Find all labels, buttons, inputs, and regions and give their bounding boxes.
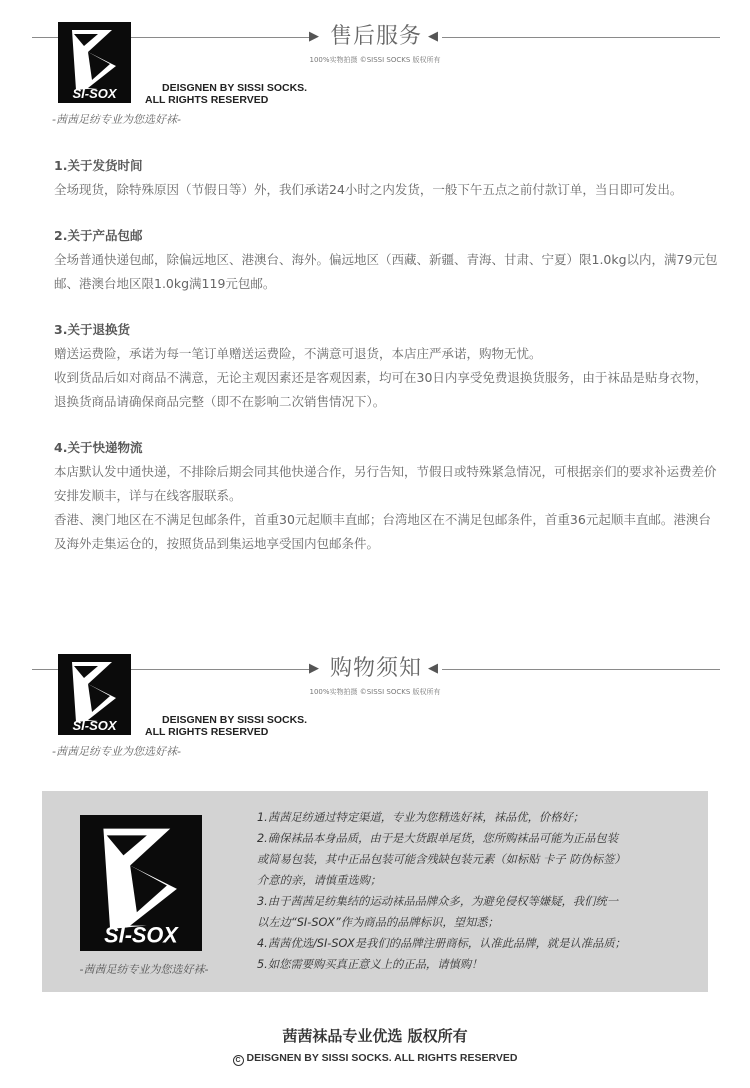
header-rule-right xyxy=(442,37,720,38)
header-rule-right xyxy=(442,669,720,670)
copyright-line-1: DEISGNEN BY SISSI SOCKS. xyxy=(162,82,308,94)
shopping-notice-header xyxy=(0,654,750,764)
policy-logistics xyxy=(54,438,718,556)
policy-heading: 1.关于发货时间 xyxy=(54,158,143,173)
after-sales-policy xyxy=(54,156,718,580)
notice-line: 或简易包装，其中正品包装可能含残缺包装元素（如标贴 卡子 防伪标签） xyxy=(257,853,626,866)
footer-brand-line: 茜茜袜品专业优选 版权所有 xyxy=(282,1027,468,1045)
si-sox-logo xyxy=(58,22,131,103)
section-subtitle: 100%实物拍摄 ©SISSI SOCKS 版权所有 xyxy=(309,56,441,64)
policy-paragraph: 收到货品后如对商品不满意，无论主观因素还是客观因素，均可在30日内享受免费退换货服务，由于袜品是贴身衣物，退换货商品请确保商品完整（即不在影响二次销售情况下）。 xyxy=(54,370,708,409)
logo-text: SI-SOX xyxy=(72,86,117,101)
section-subtitle: 100%实物拍摄 ©SISSI SOCKS 版权所有 xyxy=(309,688,441,696)
after-sales-header xyxy=(0,22,750,132)
notice-line: 2.确保袜品本身品质，由于是大货跟单尾货，您所购袜品可能为正品包装 xyxy=(257,832,618,845)
brand-slogan: -茜茜足纺专业为您选好袜- xyxy=(79,963,209,976)
si-sox-logo-mark xyxy=(80,815,202,951)
section-title: 购物须知 xyxy=(329,656,422,681)
notice-line: 介意的亲，请慎重选购； xyxy=(257,874,382,887)
arrow-left-icon: ◀ xyxy=(428,661,438,676)
si-sox-logo-mark xyxy=(58,654,131,735)
policy-returns xyxy=(54,320,718,414)
footer-copyright-line xyxy=(0,1051,750,1066)
si-sox-logo-large xyxy=(80,815,202,951)
copyright-line-2: ALL RIGHTS RESERVED xyxy=(145,726,269,738)
copyright-notice xyxy=(145,714,307,738)
arrow-right-icon: ▶ xyxy=(309,661,319,676)
notice-lines xyxy=(257,807,697,975)
policy-paragraph: 本店默认发中通快递，不排除后期会同其他快递合作，另行告知，节假日或特殊紧急情况，可根据亲们的要求补运费差价安排发顺丰，详与在线客服联系。 xyxy=(54,464,717,503)
policy-heading: 4.关于快递物流 xyxy=(54,440,143,455)
policy-paragraph: 赠送运费险，承诺为每一笔订单赠送运费险，不满意可退货，本店庄严承诺，购物无忧。 xyxy=(54,346,542,361)
notice-line: 以左边“SI-SOX”作为商品的品牌标识，望知悉； xyxy=(257,916,499,929)
notice-line: 5.如您需要购买真正意义上的正品，请慎购！ xyxy=(257,958,483,971)
brand-slogan: -茜茜足纺专业为您选好袜- xyxy=(52,745,181,758)
policy-shipping-time xyxy=(54,156,718,202)
policy-free-shipping xyxy=(54,226,718,296)
policy-paragraph: 全场普通快递包邮，除偏远地区、港澳台、海外。偏远地区（西藏、新疆、青海、甘肃、宁夏）限1.0kg以内，满79元包邮、港澳台地区限1.0kg满119元包邮。 xyxy=(54,252,718,291)
arrow-right-icon: ▶ xyxy=(309,29,319,44)
policy-paragraph: 香港、澳门地区在不满足包邮条件，首重30元起顺丰直邮；台湾地区在不满足包邮条件，首重36元起顺丰直邮。港澳台及海外走集运仓的，按照货品到集运地享受国内包邮条件。 xyxy=(54,512,711,551)
page-footer xyxy=(0,1025,750,1066)
policy-heading: 2.关于产品包邮 xyxy=(54,228,143,243)
copyright-notice xyxy=(145,82,307,106)
policy-heading: 3.关于退换货 xyxy=(54,322,130,337)
shopping-notice-box xyxy=(42,791,708,992)
notice-line: 3.由于茜茜足纺集结的运动袜品品牌众多，为避免侵权等嫌疑，我们统一 xyxy=(257,895,618,908)
si-sox-logo-mark xyxy=(58,22,131,103)
arrow-left-icon: ◀ xyxy=(428,29,438,44)
logo-text: SI-SOX xyxy=(72,718,117,733)
copyright-icon: C xyxy=(233,1055,244,1066)
brand-slogan: -茜茜足纺专业为您选好袜- xyxy=(52,113,181,126)
copyright-line-2: ALL RIGHTS RESERVED xyxy=(145,94,269,106)
notice-line: 4.茜茜优选/SI-SOX是我们的品牌注册商标，认准此品牌，就是认准品质； xyxy=(257,937,626,950)
footer-copyright-text: DEISGNEN BY SISSI SOCKS. ALL RIGHTS RESERVED xyxy=(246,1052,518,1064)
logo-text: SI-SOX xyxy=(104,922,178,948)
si-sox-logo xyxy=(58,654,131,735)
notice-line: 1.茜茜足纺通过特定渠道，专业为您精选好袜，袜品优，价格好； xyxy=(257,811,585,824)
policy-paragraph: 全场现货，除特殊原因（节假日等）外，我们承诺24小时之内发货，一般下午五点之前付款订单，当日即可发出。 xyxy=(54,182,683,197)
section-title: 售后服务 xyxy=(329,24,422,49)
copyright-line-1: DEISGNEN BY SISSI SOCKS. xyxy=(162,714,308,726)
